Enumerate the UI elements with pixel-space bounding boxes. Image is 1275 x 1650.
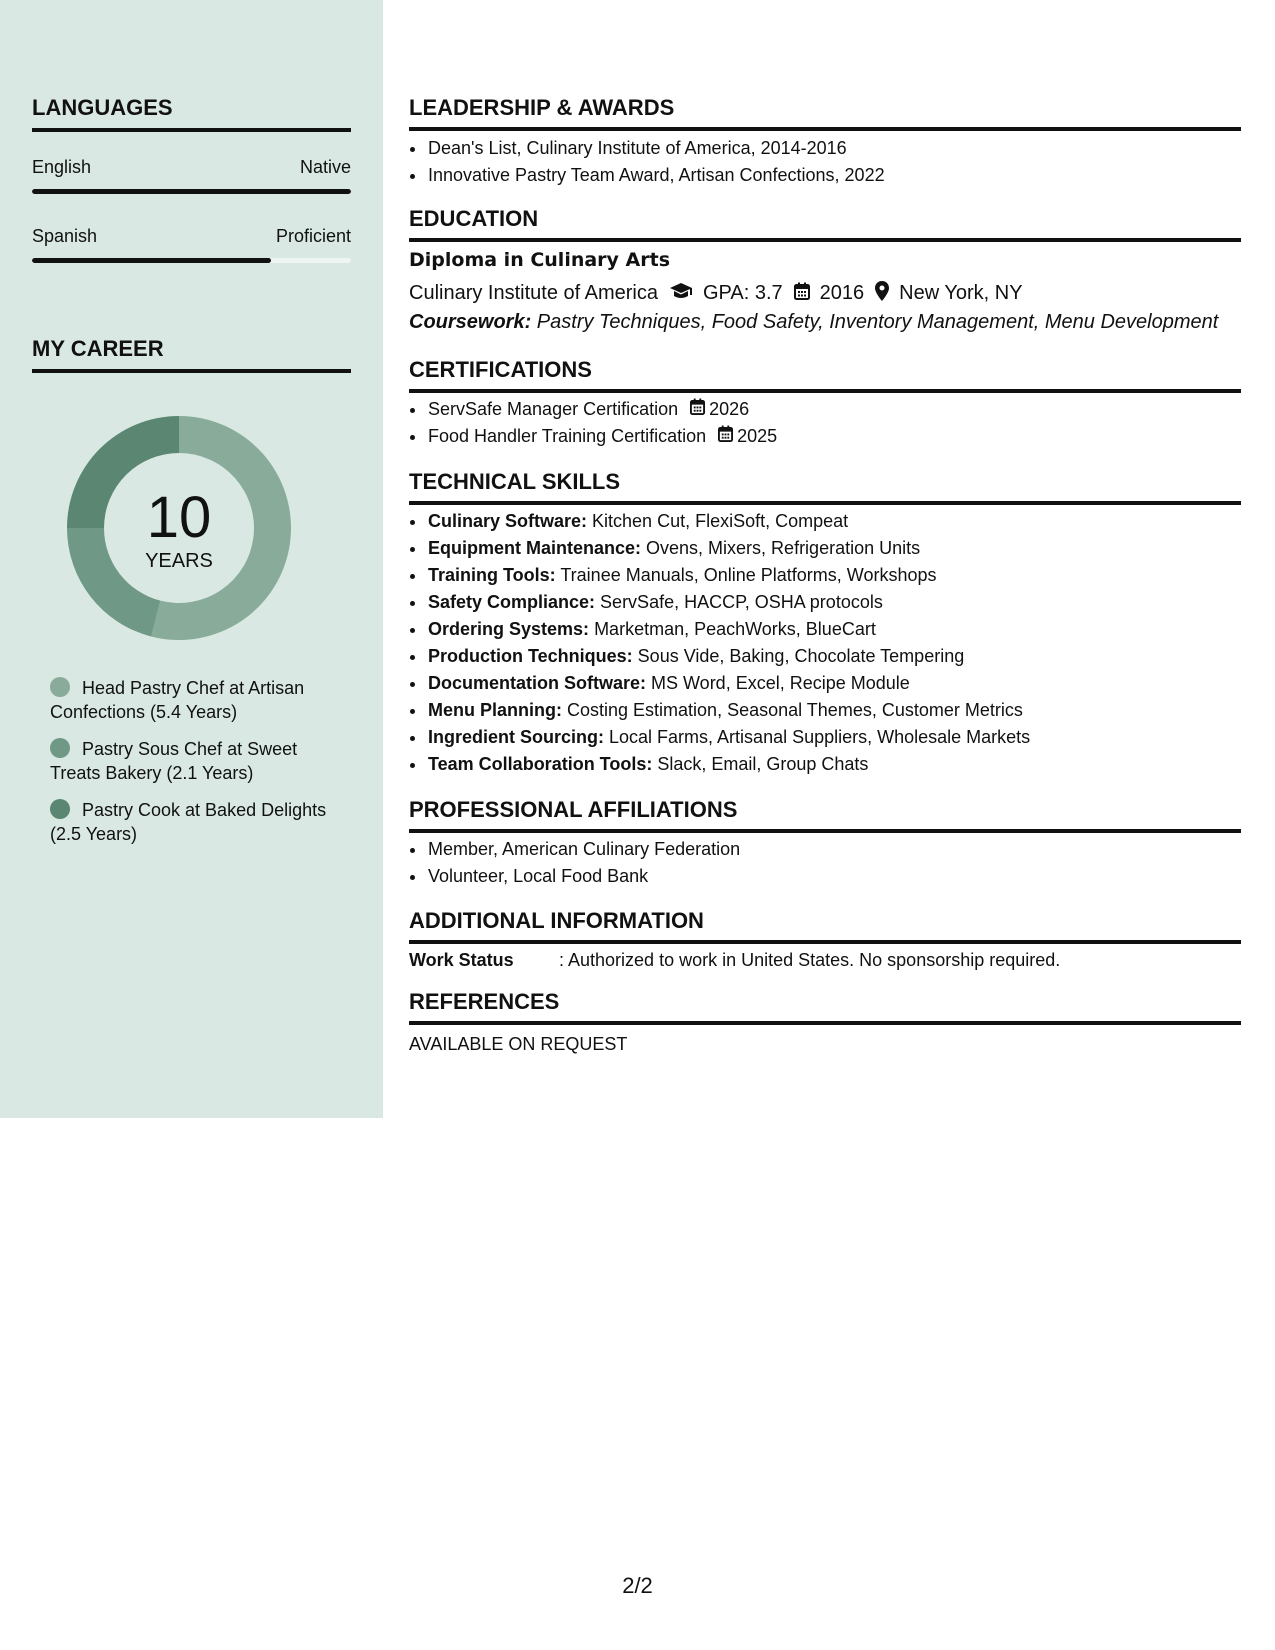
certification-item — [427, 423, 777, 450]
skill-item — [427, 670, 1030, 697]
skill-item — [427, 643, 1030, 670]
skills-heading: TECHNICAL SKILLS — [409, 471, 1241, 505]
leadership-heading: LEADERSHIP & AWARDS — [409, 97, 1241, 131]
legend-dot-icon — [50, 799, 70, 819]
location-pin-icon — [875, 281, 889, 305]
skill-label: Training Tools: — [428, 565, 556, 585]
skill-item — [427, 616, 1030, 643]
career-legend-item — [50, 737, 340, 785]
certification-item — [427, 396, 777, 423]
skill-label: Menu Planning: — [428, 700, 562, 720]
skill-label: Production Techniques: — [428, 646, 633, 666]
language-name: Spanish — [32, 226, 98, 246]
education-details — [409, 281, 1023, 305]
legend-dot-icon — [50, 677, 70, 697]
career-donut-chart — [66, 415, 292, 641]
language-level: Native — [299, 157, 351, 177]
leadership-list — [427, 135, 885, 189]
career-legend-label: Pastry Sous Chef at Sweet Treats Bakery (2.1 Years) — [50, 739, 298, 783]
certification-name: ServSafe Manager Certification — [428, 399, 679, 419]
language-proficiency-bar — [32, 258, 351, 263]
language-proficiency-fill — [32, 189, 351, 194]
calendar-icon — [690, 396, 705, 423]
language-item-english — [32, 158, 351, 194]
language-item-spanish — [32, 227, 351, 263]
career-legend-label: Pastry Cook at Baked Delights (2.5 Years) — [50, 800, 327, 844]
legend-dot-icon — [50, 738, 70, 758]
skill-item — [427, 751, 1030, 778]
career-legend-label: Head Pastry Chef at Artisan Confections (5.4 Years) — [50, 678, 305, 722]
skill-item — [427, 697, 1030, 724]
skills-list — [427, 508, 1030, 778]
education-heading: EDUCATION — [409, 208, 1241, 242]
calendar-icon — [718, 423, 733, 450]
leadership-item: • Dean's List, Culinary Institute of America, 2014-2016 — [427, 135, 885, 162]
affiliations-heading: PROFESSIONAL AFFILIATIONS — [409, 799, 1241, 833]
skill-item — [427, 724, 1030, 751]
graduation-cap-icon — [669, 282, 693, 304]
references-heading: REFERENCES — [409, 991, 1241, 1025]
skill-item — [427, 589, 1030, 616]
affiliation-item: • Volunteer, Local Food Bank — [427, 863, 740, 890]
skill-value: Kitchen Cut, FlexiSoft, Compeat — [587, 511, 849, 531]
career-total-label: YEARS — [145, 550, 213, 572]
career-heading: MY CAREER — [32, 338, 351, 373]
career-total-number: 10 — [146, 485, 212, 550]
skill-value: Sous Vide, Baking, Chocolate Tempering — [632, 646, 965, 666]
education-gpa: GPA: 3.7 — [703, 282, 783, 304]
calendar-icon — [794, 282, 810, 304]
languages-heading: LANGUAGES — [32, 97, 351, 132]
skill-label: Ordering Systems: — [428, 619, 590, 639]
skill-item — [427, 562, 1030, 589]
language-proficiency-bar — [32, 189, 351, 194]
additional-heading: ADDITIONAL INFORMATION — [409, 910, 1241, 944]
skill-item — [427, 508, 1030, 535]
skill-label: Safety Compliance: — [428, 592, 596, 612]
affiliations-list — [427, 836, 740, 890]
language-proficiency-fill — [32, 258, 271, 263]
education-degree: Diploma in Culinary Arts — [409, 249, 671, 271]
skill-label: Ingredient Sourcing: — [428, 727, 605, 747]
certification-year: 2026 — [709, 399, 750, 419]
skill-value: Costing Estimation, Seasonal Themes, Customer Metrics — [562, 700, 1023, 720]
skill-value: MS Word, Excel, Recipe Module — [646, 673, 910, 693]
languages-section — [32, 97, 351, 263]
education-year: 2016 — [819, 282, 865, 304]
work-status-row — [409, 951, 1060, 969]
coursework-label: Coursework: — [409, 311, 532, 333]
coursework-list: Pastry Techniques, Food Safety, Inventory Management, Menu Development — [531, 311, 1219, 333]
references-text: AVAILABLE ON REQUEST — [409, 1034, 628, 1054]
skill-label: Team Collaboration Tools: — [428, 754, 653, 774]
skill-value: Local Farms, Artisanal Suppliers, Wholesale Markets — [604, 727, 1031, 747]
certifications-heading: CERTIFICATIONS — [409, 359, 1241, 393]
skill-label: Documentation Software: — [428, 673, 647, 693]
skill-value: Ovens, Mixers, Refrigeration Units — [641, 538, 921, 558]
skill-value: Slack, Email, Group Chats — [652, 754, 869, 774]
sidebar — [0, 0, 383, 1118]
certification-year: 2025 — [737, 426, 778, 446]
skill-value: Trainee Manuals, Online Platforms, Workshops — [555, 565, 937, 585]
skill-label: Equipment Maintenance: — [428, 538, 642, 558]
education-location: New York, NY — [899, 282, 1023, 304]
skill-item — [427, 535, 1030, 562]
work-status-label: Work Status — [409, 950, 514, 970]
career-legend-item — [50, 676, 340, 724]
education-school: Culinary Institute of America — [409, 282, 658, 304]
work-status-value: : Authorized to work in United States. No sponsorship required. — [559, 950, 1061, 970]
leadership-item: • Innovative Pastry Team Award, Artisan Confections, 2022 — [427, 162, 885, 189]
page-number: 2/2 — [622, 1573, 653, 1598]
language-name: English — [32, 157, 92, 177]
skill-value: Marketman, PeachWorks, BlueCart — [589, 619, 876, 639]
career-legend — [50, 676, 340, 859]
certifications-list — [427, 396, 777, 450]
affiliation-item: • Member, American Culinary Federation — [427, 836, 740, 863]
skill-label: Culinary Software: — [428, 511, 588, 531]
certification-name: Food Handler Training Certification — [428, 426, 707, 446]
career-legend-item — [50, 798, 340, 846]
career-section — [32, 338, 351, 373]
language-level: Proficient — [275, 226, 351, 246]
education-coursework — [409, 312, 1218, 332]
skill-value: ServSafe, HACCP, OSHA protocols — [595, 592, 883, 612]
